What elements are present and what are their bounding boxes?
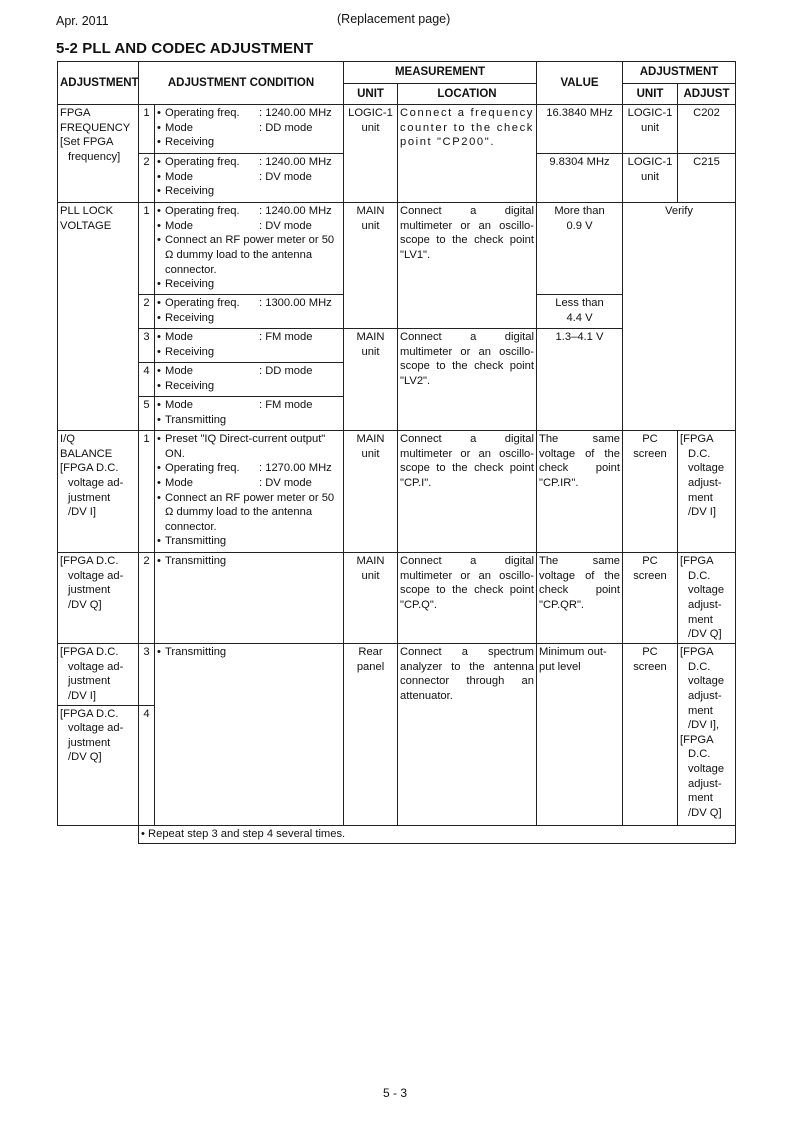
step-number: 1 [139, 105, 155, 154]
col-adjustment: ADJUSTMENT [58, 62, 139, 105]
table-row [58, 644, 736, 705]
step-number: 3 [139, 329, 155, 363]
iq-step1-adjust: [FPGA D.C. voltage adjust- ment /DV I] [678, 431, 736, 553]
pll-step4-condition: • Mode : DD mode • Receiving [155, 363, 344, 397]
spectrum-step4-adjustment-name: [FPGA D.C. voltage ad- justment /DV Q] [58, 705, 139, 825]
pll-step2-condition: • Operating freq. : 1300.00 MHz • Receiving [155, 295, 344, 329]
step-number: 5 [139, 397, 155, 431]
dvq-step2-value: The same voltage of the check point "CP.QR". [537, 553, 623, 644]
dvq-step2-condition: • Transmitting [155, 553, 344, 644]
pll-lv1-location: Connect a digital multimeter or an oscillo- scope to the check point "LV1". [398, 203, 537, 329]
dvq-adjustment-name: [FPGA D.C. voltage ad- justment /DV Q] [58, 553, 139, 644]
dvq-step2-adj-unit: PC screen [623, 553, 678, 644]
spectrum-condition: • Transmitting [155, 644, 344, 825]
step-number: 3 [139, 644, 155, 705]
header-row-1 [58, 62, 736, 84]
pll-step1-condition: • Operating freq. : 1240.00 MHz • Mode : DV mode • Connect an RF power meter or 50 Ω dummy load to the antenna connector. • Receiving [155, 203, 344, 295]
table-row [58, 553, 736, 644]
pll-step5-condition: • Mode : FM mode • Transmitting [155, 397, 344, 431]
fpga-location: Connect a frequency counter to the check point "CP200". [398, 105, 537, 203]
empty-cell [58, 825, 139, 843]
spectrum-value: Minimum out- put level [537, 644, 623, 825]
adjustment-table [57, 61, 736, 844]
iq-adjustment-name: I/Q BALANCE [FPGA D.C. voltage ad- justment /DV I] [58, 431, 139, 553]
iq-step1-adj-unit: PC screen [623, 431, 678, 553]
col-location: LOCATION [398, 83, 537, 105]
pll-verify: Verify [623, 203, 736, 431]
col-adjustment-condition: ADJUSTMENT CONDITION [139, 62, 344, 105]
col-unit: UNIT [344, 83, 398, 105]
pll-lv1-unit: MAIN unit [344, 203, 398, 329]
col-adj-unit: UNIT [623, 83, 678, 105]
iq-step1-unit: MAIN unit [344, 431, 398, 553]
col-adjustment-group: ADJUSTMENT [623, 62, 736, 84]
fpga-step1-adjust: C202 [678, 105, 736, 154]
page-number: 5 - 3 [383, 1086, 408, 1100]
pll-step3-condition: • Mode : FM mode • Receiving [155, 329, 344, 363]
iq-step1-condition: • Preset "IQ Direct-current output" ON. • Operating freq. : 1270.00 MHz • Mode : DV mode • Connect an RF power meter or 50 Ω dummy load to the antenna connector. • Transmitting [155, 431, 344, 553]
col-adjust: ADJUST [678, 83, 736, 105]
col-measurement: MEASUREMENT [344, 62, 537, 84]
pll-step1-value: More than 0.9 V [537, 203, 623, 295]
spectrum-step3-adjustment-name: [FPGA D.C. voltage ad- justment /DV I] [58, 644, 139, 705]
step-number: 2 [139, 154, 155, 203]
table-row [58, 203, 736, 295]
fpga-adjustment-name: FPGA FREQUENCY [Set FPGA frequency] [58, 105, 139, 203]
header-replacement-note: (Replacement page) [337, 12, 451, 26]
iq-step1-value: The same voltage of the check point "CP.IR". [537, 431, 623, 553]
col-value: VALUE [537, 62, 623, 105]
spectrum-adj-unit: PC screen [623, 644, 678, 825]
dvq-step2-adjust: [FPGA D.C. voltage adjust- ment /DV Q] [678, 553, 736, 644]
spectrum-location: Connect a spectrum analyzer to the antenna connector through an attenuator. [398, 644, 537, 825]
repeat-note: • Repeat step 3 and step 4 several times. [139, 825, 736, 843]
dvq-step2-location: Connect a digital multimeter or an oscillo- scope to the check point "CP.Q". [398, 553, 537, 644]
table-row [58, 105, 736, 154]
spectrum-adjust: [FPGA D.C. voltage adjust- ment /DV I], [FPGA D.C. voltage adjust- ment /DV Q] [678, 644, 736, 825]
fpga-step1-condition: • Operating freq. : 1240.00 MHz • Mode : DD mode • Receiving [155, 105, 344, 154]
fpga-step1-value: 16.3840 MHz [537, 105, 623, 154]
header-date: Apr. 2011 [56, 14, 109, 28]
fpga-step2-adj-unit: LOGIC-1 unit [623, 154, 678, 203]
step-number: 2 [139, 295, 155, 329]
fpga-step2-condition: • Operating freq. : 1240.00 MHz • Mode : DV mode • Receiving [155, 154, 344, 203]
dvq-step2-unit: MAIN unit [344, 553, 398, 644]
fpga-step1-adj-unit: LOGIC-1 unit [623, 105, 678, 154]
pll-adjustment-name: PLL LOCK VOLTAGE [58, 203, 139, 431]
step-number: 1 [139, 431, 155, 553]
fpga-measure-unit: LOGIC-1 unit [344, 105, 398, 203]
step-number: 4 [139, 705, 155, 825]
table-row [58, 825, 736, 843]
fpga-step2-value: 9.8304 MHz [537, 154, 623, 203]
fpga-step2-adjust: C215 [678, 154, 736, 203]
table-row [58, 431, 736, 553]
iq-step1-location: Connect a digital multimeter or an oscillo- scope to the check point "CP.I". [398, 431, 537, 553]
pll-lv2-location: Connect a digital multimeter or an oscillo- scope to the check point "LV2". [398, 329, 537, 431]
page-title: 5-2 PLL AND CODEC ADJUSTMENT [56, 40, 314, 57]
pll-step3-value: 1.3–4.1 V [537, 329, 623, 431]
step-number: 1 [139, 203, 155, 295]
spectrum-unit: Rear panel [344, 644, 398, 825]
pll-lv2-unit: MAIN unit [344, 329, 398, 431]
pll-step2-value: Less than 4.4 V [537, 295, 623, 329]
step-number: 4 [139, 363, 155, 397]
step-number: 2 [139, 553, 155, 644]
